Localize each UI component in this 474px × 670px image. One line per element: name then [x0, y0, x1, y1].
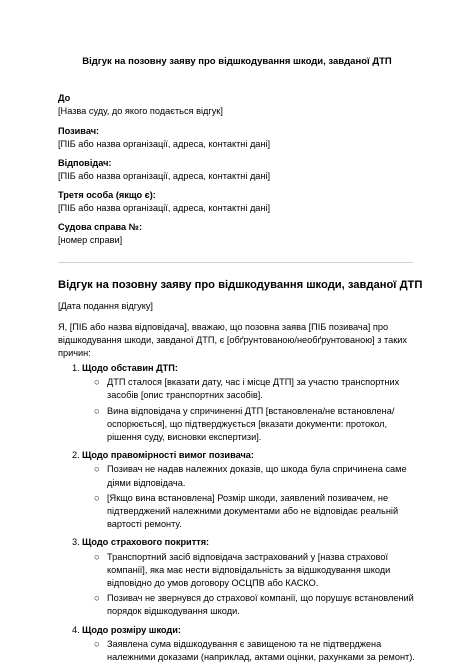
field-case-number [58, 221, 142, 247]
section-title: Щодо обставин ДТП: [82, 363, 178, 373]
document-title: Відгук на позовну заяву про відшкодування шкоди, завданої ДТП [82, 56, 392, 67]
list-section [58, 362, 418, 444]
field-value: [Назва суду, до якого подається відгук] [58, 106, 223, 116]
list-item: ○ Вина відповідача у спричиненні ДТП [встановлена/не встановлена/оспорюється], що підтверджується [вказати документи: протокол, рішення суду, висновки експертизи]. [94, 405, 395, 443]
field-value: [номер справи] [58, 235, 123, 245]
field-value: [ПІБ або назва організації, адреса, контактні дані] [58, 139, 271, 149]
field-value: [ПІБ або назва організації, адреса, контактні дані] [58, 203, 271, 213]
horizontal-divider [58, 262, 413, 263]
field-plaintiff [58, 125, 270, 151]
field-court [58, 92, 223, 118]
field-defendant [58, 157, 270, 183]
list-item: ○ [Якщо вина встановлена] Розмір шкоди, заявлений позивачем, не підтверджений належними документами або не відповідає реальній вартості ремонту. [94, 492, 399, 530]
bullet-icon: ○ [94, 405, 100, 416]
intro-paragraph: Я, [ПІБ або назва відповідача], вважаю, що позовна заява [ПІБ позивача] про відшкодування шкоди, завданої ДТП, є [обґрунтованою/необґрунтованою] з таких причин: [58, 322, 407, 359]
list-item: ○ Позивач не звернувся до страхової компанії, що порушує встановлений порядок відшкодування шкоди. [94, 593, 414, 617]
section-number: 2. [72, 450, 80, 461]
bullet-icon: ○ [94, 638, 100, 649]
field-value: [ПІБ або назва організації, адреса, контактні дані] [58, 171, 271, 181]
bullet-icon: ○ [94, 492, 100, 503]
section-number: 3. [72, 537, 80, 548]
bullet-list [82, 638, 418, 664]
list-section [58, 536, 418, 618]
section-title: Щодо страхового покриття: [82, 537, 210, 548]
list-item: ○ Заявлена сума відшкодування є завищеною та не підтверджена належними доказами (наприклад, актами оцінки, рахунками за ремонт). [94, 638, 415, 663]
field-label: Відповідач: [58, 158, 112, 168]
section-number: 4. [72, 624, 80, 635]
section-title: Щодо розміру шкоди: [82, 624, 181, 635]
bullet-list [82, 376, 418, 444]
list-item: ○ Позивач не надав належних доказів, що шкода була спричинена саме діями відповідача. [94, 464, 407, 488]
field-label: Судова справа №: [58, 222, 143, 232]
field-label: Третя особа (якщо є): [58, 190, 156, 200]
section-heading: Відгук на позовну заяву про відшкодування шкоди, завданої ДТП [58, 279, 423, 291]
list-section [58, 624, 418, 665]
bullet-icon: ○ [94, 377, 100, 388]
bullet-icon: ○ [94, 551, 100, 562]
field-label: Позивач: [58, 126, 100, 136]
field-label: До [58, 93, 71, 103]
section-number: 1. [72, 363, 80, 373]
numbered-list [58, 362, 418, 669]
field-third-party [58, 189, 270, 215]
list-item: ○ Транспортний засіб відповідача застрахований у [назва страхової компанії], яка має нести відповідальність за відшкодування шкоди відповідно до умов договору ОСЦПВ або КАСКО. [94, 551, 391, 589]
bullet-icon: ○ [94, 464, 100, 475]
submission-date: [Дата подання відгуку] [58, 301, 153, 311]
bullet-list [82, 463, 418, 531]
section-title: Щодо правомірності вимог позивача: [82, 450, 254, 461]
bullet-list [82, 551, 418, 619]
list-item: ○ ДТП сталося [вказати дату, час і місце ДТП] за участю транспортних засобів [опис транспортних засобів]. [94, 377, 400, 401]
list-section [58, 449, 418, 531]
bullet-icon: ○ [94, 593, 100, 604]
